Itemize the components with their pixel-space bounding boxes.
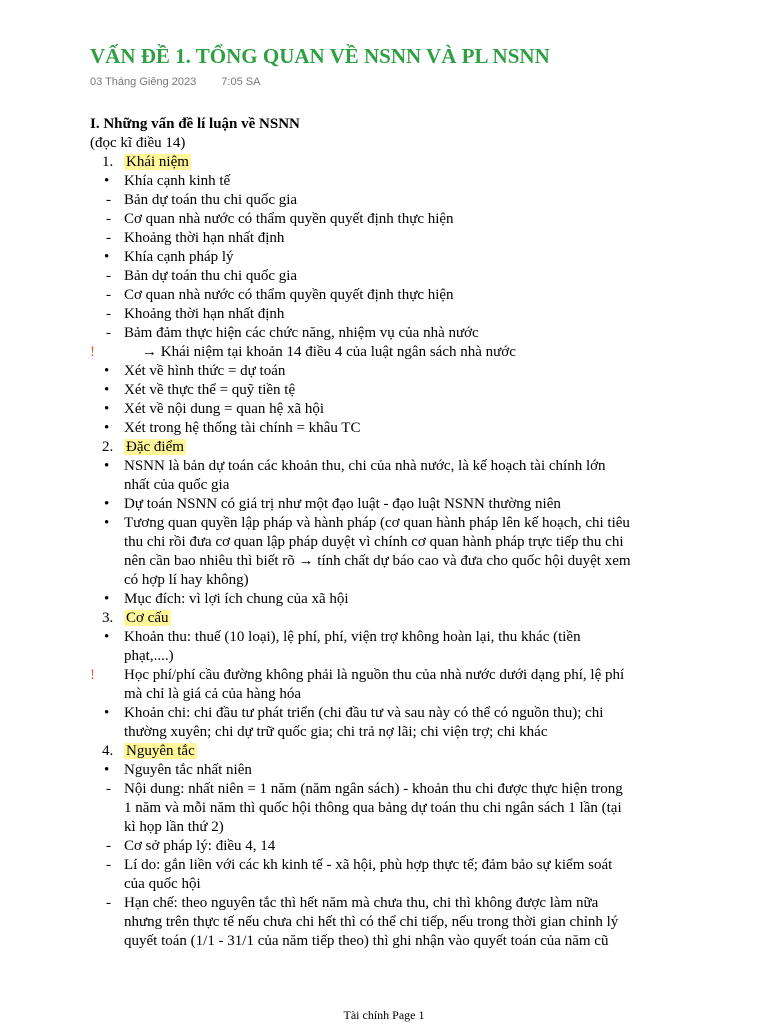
highlight: Khái niệm [126,154,189,170]
list-item: - Bảm đảm thực hiện các chức năng, nhiệm vụ của nhà nước [106,325,479,341]
list-item-continued: nhất của quốc gia [124,477,230,493]
section-3-title: 3. Cơ cấu [102,610,169,626]
note-body [90,115,690,951]
list-item: - Nội dung: nhất niên = 1 năm (năm ngân sách) - khoản thu chi được thực hiện trong [106,781,623,797]
important-item-continued: mà chỉ là giá cả của hàng hóa [124,686,301,702]
important-item: ! Học phí/phí cầu đường không phải là nguồn thu của nhà nước dưới dạng phí, lệ phí [90,667,625,683]
reading-note: (đọc kĩ điều 14) [90,135,186,151]
section-2-title: 2. Đặc điểm [102,439,184,455]
list-item: • Tương quan quyền lập pháp và hành pháp (cơ quan hành pháp lên kế hoạch, chi tiêu [104,515,630,531]
list-item-continued: 1 năm và mỗi năm thì quốc hội thông qua bảng dự toán thu chi ngân sách 1 lần (tại [124,800,622,816]
exclamation-icon: ! [90,344,95,360]
list-item: - Khoảng thời hạn nhất định [106,306,285,322]
note-date: 03 Tháng Giêng 2023 [90,76,197,88]
list-item-continued: thường xuyên; chi dự trữ quốc gia; chi trả nợ lãi; chi viện trợ; chi khác [124,724,548,740]
list-item: - Bản dự toán thu chi quốc gia [106,192,298,208]
list-item: - Cơ quan nhà nước có thẩm quyền quyết định thực hiện [106,211,454,227]
list-item-continued: quyết toán (1/1 - 31/1 của năm tiếp theo) thì ghi nhận vào quyết toán của năm cũ [124,933,609,949]
note-time: 7:05 SA [221,76,261,88]
list-item: • Khía cạnh pháp lý [104,249,234,265]
list-item-continued: thu chi rồi đưa cơ quan lập pháp duyệt vì chính cơ quan hành pháp trực tiếp thu chi [124,534,624,550]
list-item: • Xét về hình thức = dự toán [104,363,286,379]
list-item: • Khía cạnh kinh tế [104,173,231,189]
important-item: ! → Khái niệm tại khoản 14 điều 4 của luật ngân sách nhà nước [90,344,516,360]
list-item-continued: kì họp lần thứ 2) [124,819,224,835]
list-item-continued: nhưng trên thực tế nếu chưa chi hết thì có thể chi tiếp, nếu trong thời gian chỉnh lý [124,914,619,930]
list-item-continued: nên cần bao nhiêu thì biết rõ → tính chất dự báo cao và đưa cho quốc hội duyệt xem [124,553,631,569]
list-item-continued: có hợp lí hay không) [124,572,249,588]
list-item: • Khoản thu: thuế (10 loại), lệ phí, phí, viện trợ không hoàn lại, thu khác (tiền [104,629,581,645]
list-item: • Xét trong hệ thống tài chính = khâu TC [104,420,361,436]
list-item: • NSNN là bản dự toán các khoản thu, chi của nhà nước, là kế hoạch tài chính lớn [104,458,606,474]
list-item: • Khoản chi: chi đầu tư phát triển (chi đầu tư và sau này có thể có nguồn thu); chi [104,705,604,721]
section-heading: I. Những vấn đề lí luận về NSNN [90,116,300,132]
page-footer: Tài chính Page 1 [343,1008,425,1022]
highlight: Đặc điểm [126,439,184,455]
section-1-title: 1. Khái niệm [102,154,189,170]
list-item: - Cơ sở pháp lý: điều 4, 14 [106,838,276,854]
list-item: • Xét về nội dung = quan hệ xã hội [104,401,325,417]
list-item-continued: của quốc hội [124,876,201,892]
list-item: - Bản dự toán thu chi quốc gia [106,268,298,284]
exclamation-icon: ! [90,667,95,683]
note-meta [90,76,260,88]
list-item: • Dự toán NSNN có giá trị như một đạo luật - đạo luật NSNN thường niên [104,496,561,512]
section-4-title: 4. Nguyên tắc [102,743,195,759]
page-title: VẤN ĐỀ 1. TỔNG QUAN VỀ NSNN VÀ PL NSNN [90,44,550,68]
highlight: Cơ cấu [126,610,169,626]
list-item: - Khoảng thời hạn nhất định [106,230,285,246]
highlight: Nguyên tắc [126,743,195,759]
list-item: • Xét về thực thể = quỹ tiền tệ [104,382,296,398]
list-item: • Mục đích: vì lợi ích chung của xã hội [104,591,349,607]
list-item: - Lí do: gắn liền với các kh kinh tế - xã hội, phù hợp thực tế; đảm bảo sự kiểm soát [106,857,613,873]
list-item-continued: phạt,....) [124,648,174,664]
list-item: - Cơ quan nhà nước có thẩm quyền quyết định thực hiện [106,287,454,303]
list-item: - Hạn chế: theo nguyên tắc thì hết năm mà chưa thu, chi thì không được làm nữa [106,895,599,911]
list-item: • Nguyên tắc nhất niên [104,762,252,778]
